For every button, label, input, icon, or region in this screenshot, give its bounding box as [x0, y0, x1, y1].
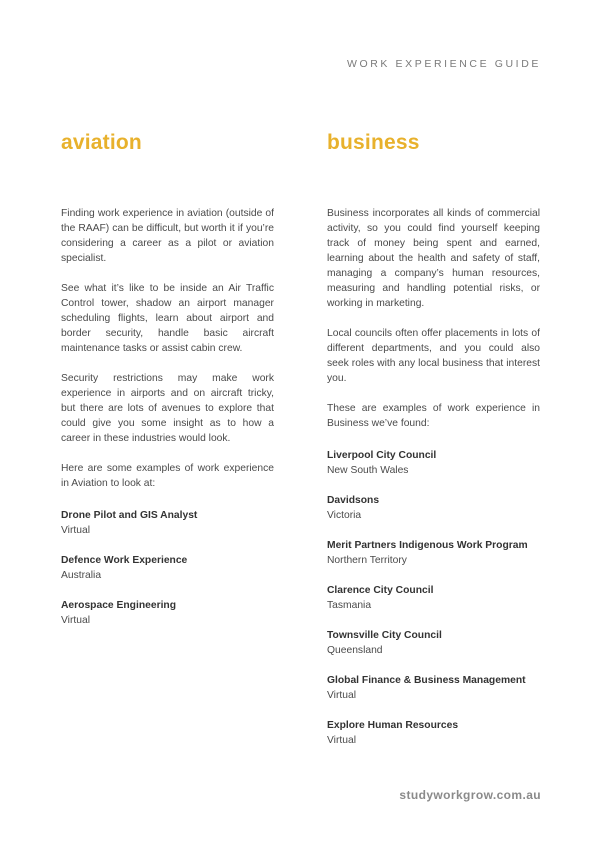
- business-paragraph: Business incorporates all kinds of commercial activity, so you could find yourself keeping track of money being spent and earned, learning about the health and safety of staff, managing a company’s human resources, measuring and handling potential risks, or working in marketing.: [327, 208, 540, 309]
- example-location: New South Wales: [327, 465, 409, 476]
- list-item: [327, 583, 540, 613]
- example-name[interactable]: Liverpool City Council: [327, 450, 437, 461]
- example-name[interactable]: Davidsons: [327, 495, 380, 506]
- list-item: [61, 508, 274, 538]
- aviation-heading: aviation: [61, 131, 142, 154]
- list-item: [61, 553, 274, 583]
- example-location: Virtual: [327, 690, 357, 701]
- list-item: [327, 718, 540, 748]
- aviation-body: [61, 206, 274, 643]
- example-location: Queensland: [327, 645, 383, 656]
- example-location: Virtual: [61, 525, 91, 536]
- example-name[interactable]: Global Finance & Business Management: [327, 675, 526, 686]
- list-item: [327, 673, 540, 703]
- example-location: Virtual: [327, 735, 357, 746]
- business-body: [327, 206, 540, 763]
- footer-website-link[interactable]: studyworkgrow.com.au: [399, 788, 541, 802]
- example-name[interactable]: Drone Pilot and GIS Analyst: [61, 510, 198, 521]
- business-paragraph: Local councils often offer placements in lots of different departments, and you could also seek roles with any local business that interest you.: [327, 328, 540, 384]
- aviation-paragraph: See what it’s like to be inside an Air Traffic Control tower, shadow an airport manager scheduling flights, learn about airport and border security, handle basic aircraft maintenance tasks or assist cabin crew.: [61, 283, 274, 354]
- aviation-paragraph: Here are some examples of work experience in Aviation to look at:: [61, 463, 274, 489]
- list-item: [327, 448, 540, 478]
- example-name[interactable]: Defence Work Experience: [61, 555, 188, 566]
- business-examples-list: [327, 448, 540, 748]
- example-name[interactable]: Clarence City Council: [327, 585, 434, 596]
- example-location: Northern Territory: [327, 555, 407, 566]
- list-item: [61, 598, 274, 628]
- business-heading: business: [327, 131, 420, 154]
- example-location: Australia: [61, 570, 102, 581]
- business-paragraph: These are examples of work experience in Business we’ve found:: [327, 403, 540, 429]
- aviation-examples-list: [61, 508, 274, 628]
- example-name[interactable]: Merit Partners Indigenous Work Program: [327, 540, 528, 551]
- guide-title: WORK EXPERIENCE GUIDE: [346, 58, 541, 70]
- example-name[interactable]: Townsville City Council: [327, 630, 442, 641]
- aviation-paragraph: Security restrictions may make work experience in airports and on aircraft tricky, but there are lots of avenues to explore that could give you some insight as to how a career in these industries would look.: [61, 373, 274, 444]
- example-location: Virtual: [61, 615, 91, 626]
- list-item: [327, 628, 540, 658]
- example-location: Tasmania: [327, 600, 372, 611]
- example-name[interactable]: Explore Human Resources: [327, 720, 459, 731]
- list-item: [327, 538, 540, 568]
- list-item: [327, 493, 540, 523]
- example-location: Victoria: [327, 510, 362, 521]
- aviation-paragraph: Finding work experience in aviation (outside of the RAAF) can be difficult, but worth it if you’re considering a career as a pilot or aviation specialist.: [61, 208, 274, 264]
- example-name[interactable]: Aerospace Engineering: [61, 600, 177, 611]
